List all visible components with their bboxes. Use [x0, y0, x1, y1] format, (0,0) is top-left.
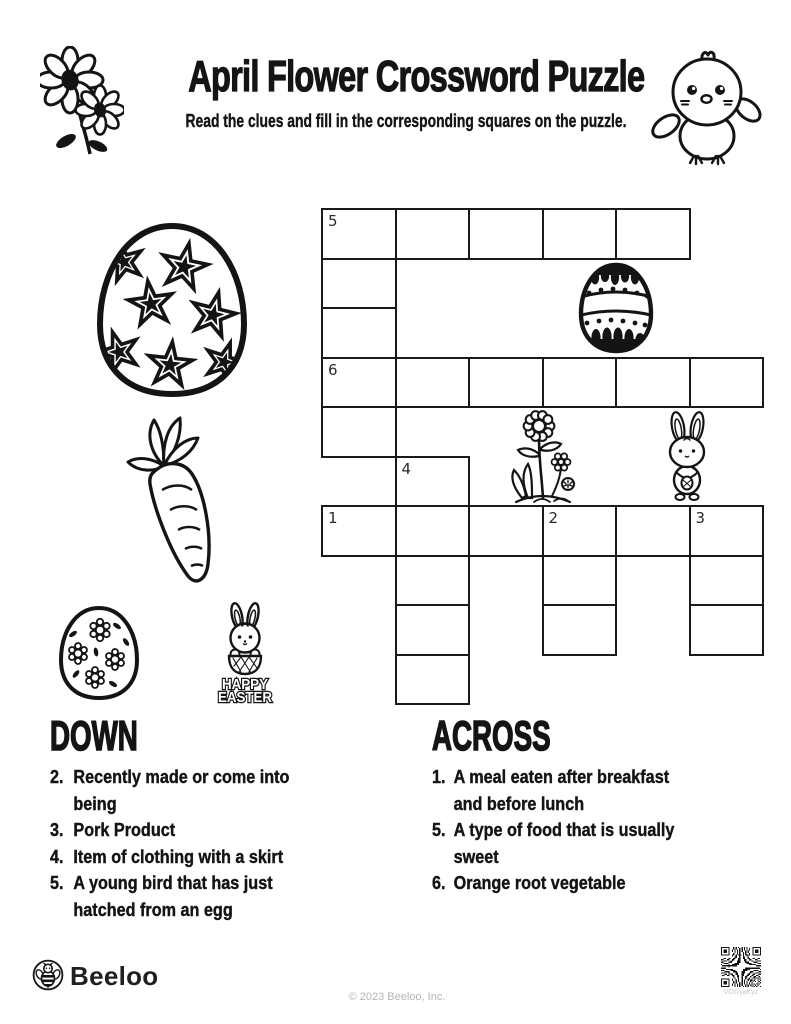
clue-text: Pork Product — [73, 820, 176, 840]
clue-text: Item of clothing with a skirt — [73, 846, 284, 867]
clue-text: A meal eaten after breakfast and before lunch — [453, 767, 670, 814]
clue-number: 4. — [50, 846, 64, 867]
qr-caption: VOGyaKyz — [723, 989, 759, 996]
cell-number: 3 — [695, 509, 706, 527]
happy-easter-text-2: EASTER — [218, 689, 273, 704]
down-clue-list — [50, 764, 302, 923]
clue-number: 1. — [432, 767, 446, 787]
bee-logo-icon — [32, 959, 64, 991]
clue-item — [50, 817, 302, 844]
crossword-cell[interactable] — [689, 505, 765, 557]
cell-number: 2 — [548, 509, 559, 527]
crossword-cell[interactable] — [542, 604, 618, 656]
clue-item — [50, 870, 302, 923]
clue-number: 5. — [432, 820, 446, 840]
copyright-text: © 2023 Beeloo, Inc. — [348, 991, 446, 1003]
across-heading: ACROSS — [432, 712, 551, 759]
brand-name: Beeloo — [70, 961, 159, 991]
clue-item — [432, 817, 691, 870]
crossword-cell[interactable] — [542, 357, 618, 409]
crossword-cell[interactable] — [615, 357, 691, 409]
crossword-cell[interactable] — [468, 505, 544, 557]
clue-number: 3. — [50, 820, 64, 840]
clue-number: 6. — [432, 873, 446, 893]
crossword-cell[interactable] — [395, 208, 471, 260]
qr-code — [721, 947, 761, 987]
crossword-cell[interactable] — [615, 505, 691, 557]
clue-text: Orange root vegetable — [453, 873, 626, 893]
crossword-cell[interactable] — [395, 555, 471, 607]
clue-item — [50, 844, 302, 871]
crossword-cell[interactable] — [321, 406, 397, 458]
crossword-cell[interactable] — [321, 307, 397, 359]
clue-text: Recently made or come into being — [73, 767, 290, 814]
clue-text: A young bird that has just hatched from an egg — [73, 873, 273, 920]
crossword-cell[interactable] — [395, 604, 471, 656]
crossword-cell[interactable] — [689, 357, 765, 409]
cell-number: 4 — [401, 459, 412, 478]
crossword-cell[interactable] — [689, 555, 765, 607]
clue-text: A type of food that is usually sweet — [453, 820, 675, 867]
crossword-cell[interactable] — [542, 555, 618, 607]
crossword-cell[interactable] — [615, 208, 691, 260]
page-title: April Flower Crossword Puzzle — [188, 52, 645, 101]
crossword-cell[interactable] — [468, 357, 544, 409]
crossword-cell[interactable] — [395, 456, 471, 508]
down-heading: DOWN — [50, 712, 138, 759]
across-clues-section — [432, 712, 752, 897]
crossword-cell[interactable] — [321, 208, 397, 260]
crossword-cell[interactable] — [395, 357, 471, 409]
crossword-cell[interactable] — [321, 505, 397, 557]
down-clues-section — [50, 712, 350, 923]
clue-item — [432, 764, 691, 817]
across-clue-list — [432, 764, 691, 897]
crossword-cell[interactable] — [542, 505, 618, 557]
clue-number: 5. — [50, 873, 64, 893]
crossword-cell[interactable] — [395, 505, 471, 557]
crossword-cell[interactable] — [468, 208, 544, 260]
clue-item — [50, 764, 302, 817]
cell-number: 6 — [328, 360, 338, 379]
crossword-cell[interactable] — [395, 654, 471, 706]
happy-easter-text-1: HAPPY — [222, 676, 268, 693]
clue-item — [432, 870, 691, 897]
crossword-cell[interactable] — [321, 258, 397, 310]
page-subtitle: Read the clues and fill in the corresponding squares on the puzzle. — [185, 110, 627, 131]
crossword-cell[interactable] — [321, 357, 397, 409]
crossword-cell[interactable] — [542, 208, 618, 260]
cell-number: 5 — [328, 212, 338, 230]
clue-number: 2. — [50, 767, 64, 787]
cell-number: 1 — [328, 509, 338, 527]
crossword-cell[interactable] — [689, 604, 765, 656]
